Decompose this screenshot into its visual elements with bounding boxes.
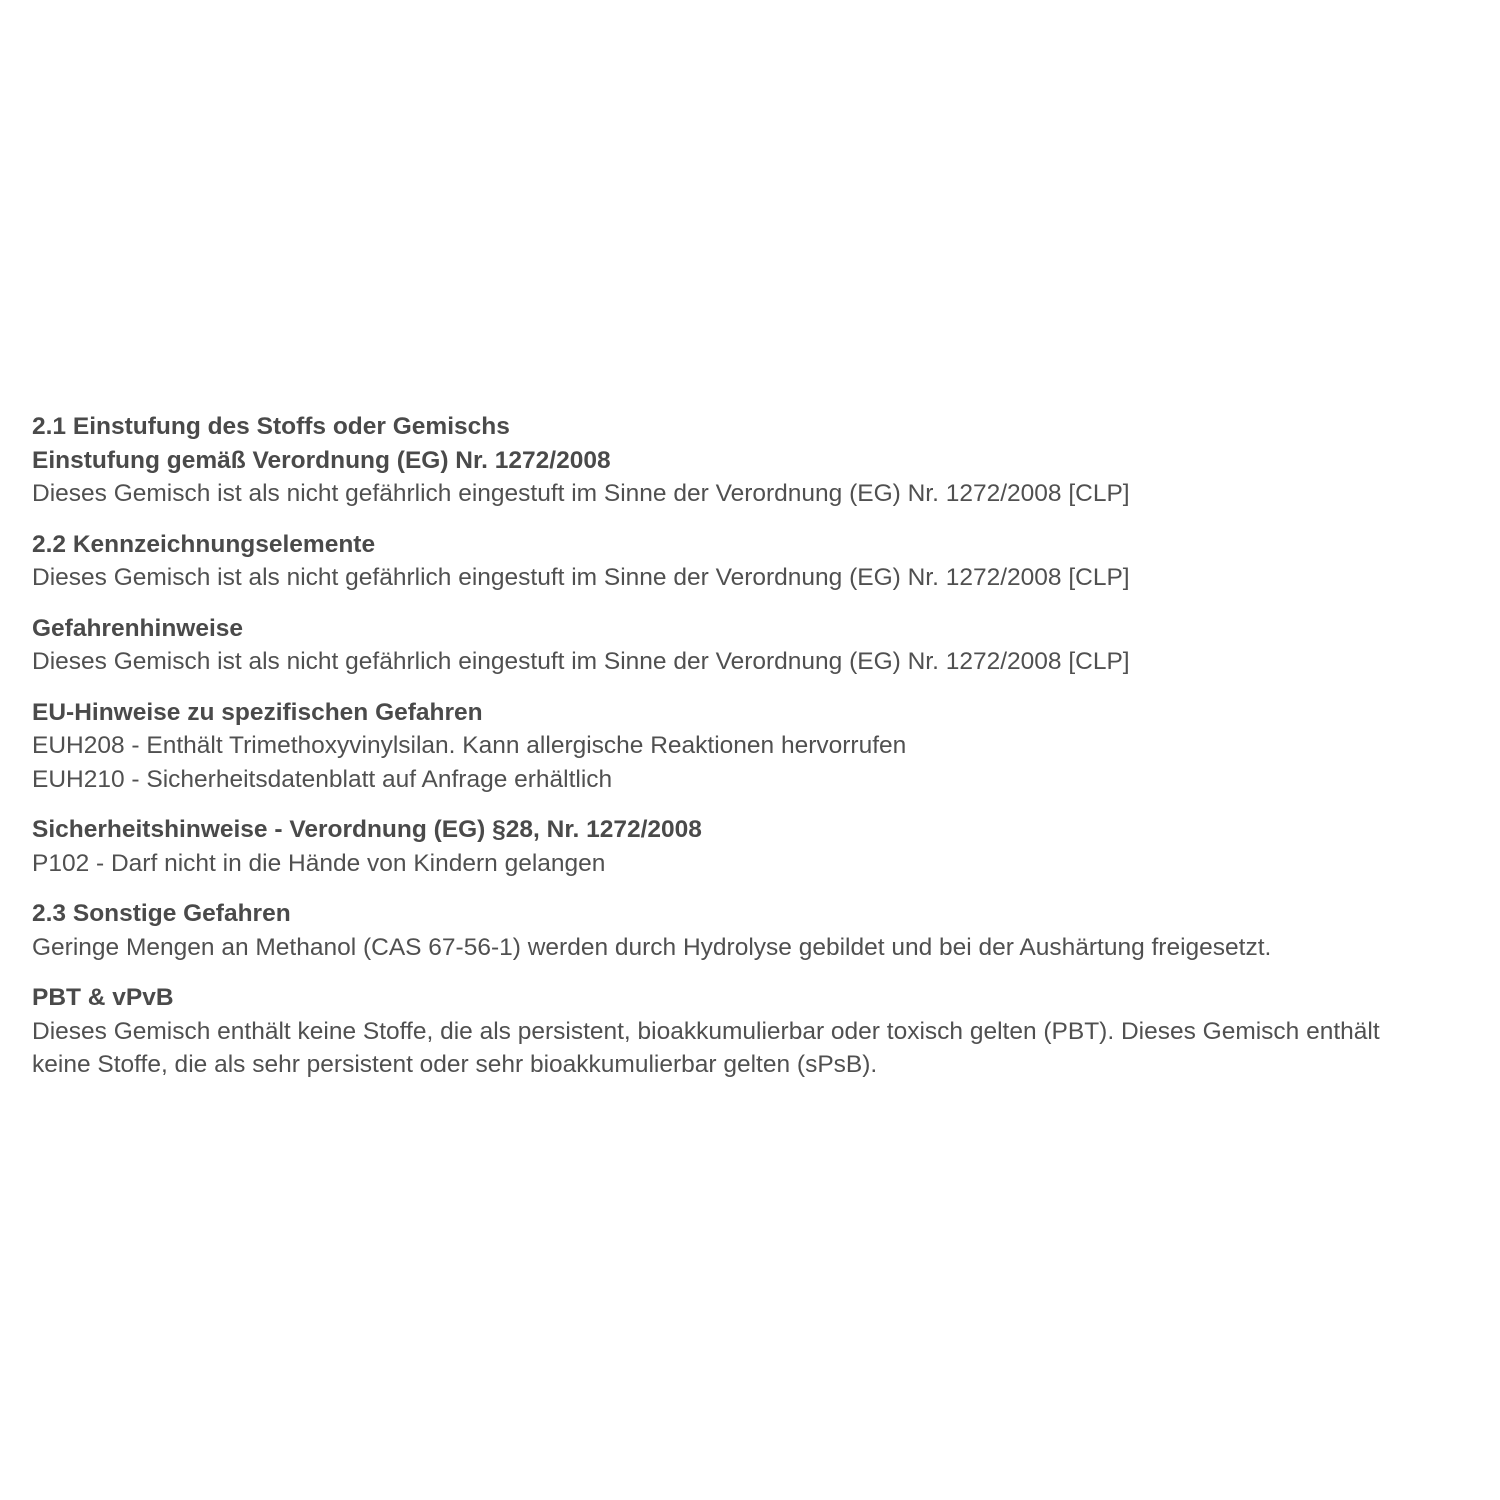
section-heading: 2.3 Sonstige Gefahren (32, 900, 291, 927)
section-heading: 2.2 Kennzeichnungselemente (32, 530, 376, 558)
section-heading: Sicherheitshinweise - Verordnung (EG) §28, Nr. 1272/2008 (32, 816, 702, 843)
section-text: Dieses Gemisch enthält keine Stoffe, die als persistent, bioakkumulierbar oder toxisch gelten (PBT). Dieses Gemisch enthält (32, 1017, 1380, 1045)
section-heading: PBT & vPvB (32, 984, 174, 1011)
section-hazard-statements (32, 612, 1482, 679)
section-2-1-classification (32, 410, 1482, 511)
section-text: EUH210 - Sicherheitsdatenblatt auf Anfrage erhältlich (32, 765, 613, 793)
section-pbt-vpvb (32, 981, 1482, 1082)
section-2-2-label-elements (32, 528, 1482, 595)
section-2-3-other-hazards (32, 897, 1482, 964)
section-text: Dieses Gemisch ist als nicht gefährlich eingestuft im Sinne der Verordnung (EG) Nr. 1272/2008 [CLP] (32, 480, 1130, 507)
section-text: EUH208 - Enthält Trimethoxyvinylsilan. Kann allergische Reaktionen hervorrufen (32, 732, 907, 759)
section-subheading: Einstufung gemäß Verordnung (EG) Nr. 1272/2008 (32, 446, 611, 474)
document-body (32, 410, 1482, 1099)
section-text: Dieses Gemisch ist als nicht gefährlich eingestuft im Sinne der Verordnung (EG) Nr. 1272/2008 [CLP] (32, 564, 1130, 591)
section-text: keine Stoffe, die als sehr persistent oder sehr bioakkumulierbar gelten (sPsB). (32, 1051, 878, 1078)
section-text: P102 - Darf nicht in die Hände von Kindern gelangen (32, 849, 606, 877)
section-heading: Gefahrenhinweise (32, 614, 244, 642)
section-text: Geringe Mengen an Methanol (CAS 67-56-1) werden durch Hydrolyse gebildet und bei der Aushärtung freigesetzt. (32, 933, 1272, 961)
section-heading: EU-Hinweise zu spezifischen Gefahren (32, 698, 483, 726)
section-eu-hazard-statements (32, 696, 1482, 797)
section-text: Dieses Gemisch ist als nicht gefährlich eingestuft im Sinne der Verordnung (EG) Nr. 1272/2008 [CLP] (32, 648, 1130, 675)
section-precautionary-statements (32, 813, 1482, 880)
section-heading: 2.1 Einstufung des Stoffs oder Gemischs (32, 413, 510, 440)
